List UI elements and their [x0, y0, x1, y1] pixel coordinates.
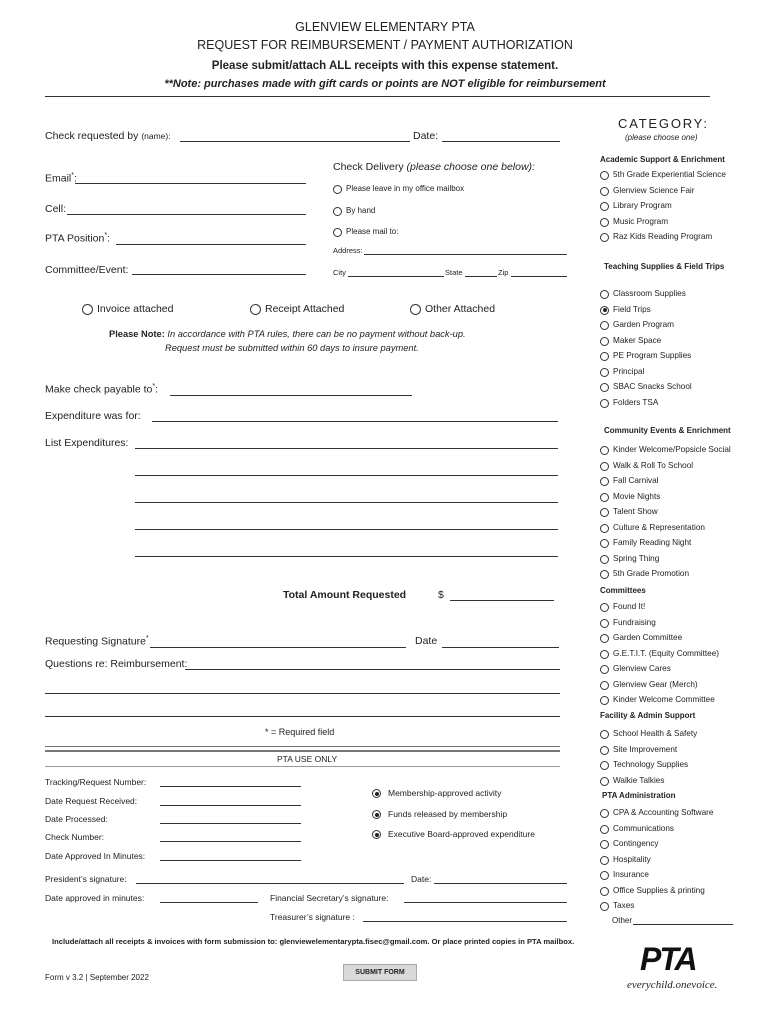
category-option-label: Talent Show: [613, 507, 658, 516]
category-radio[interactable]: [600, 681, 609, 690]
check-delivery-label: Check Delivery (please choose one below):: [333, 161, 535, 173]
date-minutes-label: Date approved in minutes:: [45, 893, 145, 903]
category-group-heading: Community Events & Enrichment: [604, 426, 731, 435]
payable-label: Make check payable to*:: [45, 383, 159, 396]
category-other-field[interactable]: [633, 924, 733, 925]
received-field[interactable]: [160, 805, 301, 806]
category-radio[interactable]: [600, 634, 609, 643]
category-option-label: Site Improvement: [613, 744, 678, 754]
category-radio[interactable]: [600, 570, 609, 579]
received-label: Date Request Received:: [45, 796, 138, 806]
category-option-label: Walk & Roll To School: [613, 460, 694, 470]
funds-released-label: Funds released by membership: [388, 809, 508, 819]
fin-sec-label: Financial Secretary’s signature:: [270, 893, 389, 903]
expenditure-for-field[interactable]: [152, 421, 558, 422]
category-option-label: Hospitality: [613, 854, 651, 864]
category-option-label: 5th Grade Promotion: [613, 569, 690, 578]
category-radio[interactable]: [600, 746, 609, 755]
other-attached-radio[interactable]: [410, 304, 421, 315]
category-radio[interactable]: [600, 555, 609, 564]
category-option-label: Communications: [613, 823, 674, 833]
category-radio[interactable]: [600, 539, 609, 548]
approved-minutes-field[interactable]: [160, 860, 301, 861]
category-radio[interactable]: [600, 171, 609, 180]
state-field[interactable]: [465, 276, 497, 277]
category-option-label: Garden Program: [613, 320, 674, 329]
approved-minutes-label: Date Approved In Minutes:: [45, 851, 146, 861]
category-radio[interactable]: [600, 603, 609, 612]
category-group-heading: Teaching Supplies & Field Trips: [604, 262, 725, 271]
expenditure-for-label: Expenditure was for:: [45, 410, 141, 422]
category-option-label: Folders TSA: [613, 397, 659, 407]
category-option-label: G.E.T.I.T. (Equity Committee): [613, 648, 720, 658]
required-note: * = Required field: [265, 727, 335, 737]
instruction: Please submit/attach ALL receipts with this expense statement.: [211, 60, 559, 72]
category-radio[interactable]: [600, 337, 609, 346]
category-option-label: Movie Nights: [613, 491, 661, 501]
category-option-label: Walkie Talkies: [613, 775, 665, 785]
category-option-label: Contingency: [613, 839, 659, 848]
category-option-label: Library Program: [613, 201, 672, 210]
category-option-label: Fundraising: [613, 617, 656, 627]
check-number-field[interactable]: [160, 841, 301, 842]
category-option-label: Glenview Science Fair: [613, 185, 695, 195]
fin-sec-field[interactable]: [404, 902, 567, 903]
category-option-label: Taxes: [613, 901, 635, 910]
footer-include-note: Include/attach all receipts & invoices with form submission to: glenviewelementarypta.fisec@gmail.com. Or place printed copies in PTA mailbox.: [52, 937, 575, 946]
committee-field[interactable]: [132, 274, 306, 275]
category-radio[interactable]: [600, 524, 609, 533]
category-option-label: Maker Space: [613, 335, 662, 345]
category-option-label: Raz Kids Reading Program: [613, 232, 713, 241]
requester-name-field[interactable]: [180, 141, 410, 142]
processed-field[interactable]: [160, 823, 301, 824]
category-option-label: Garden Committee: [613, 633, 683, 642]
category-radio[interactable]: [600, 477, 609, 486]
presidents-sig-field[interactable]: [136, 883, 404, 884]
category-option-label: Kinder Welcome/Popsicle Social: [613, 445, 731, 454]
delivery-mail-label: Please mail to:: [346, 227, 399, 236]
category-option-label: Technology Supplies: [613, 760, 689, 769]
membership-approved-label: Membership-approved activity: [388, 788, 502, 798]
pta-logo: PTA: [640, 941, 696, 977]
category-radio[interactable]: [600, 809, 609, 818]
note: **Note: purchases made with gift cards or points are NOT eligible for reimbursement: [164, 78, 606, 90]
category-option-label: Music Program: [613, 216, 669, 226]
category-other-label: Other: [612, 916, 633, 925]
membership-approved-radio[interactable]: [372, 789, 381, 798]
category-radio[interactable]: [600, 825, 609, 834]
expenditure-line-5[interactable]: [135, 556, 558, 557]
category-radio[interactable]: [600, 187, 609, 196]
pta-use-heading: PTA USE ONLY: [277, 754, 338, 764]
category-radio[interactable]: [600, 306, 609, 315]
expenditure-line-3[interactable]: [135, 502, 558, 503]
pta-position-field[interactable]: [116, 244, 306, 245]
category-radio[interactable]: [600, 399, 609, 408]
category-option-label: 5th Grade Experiential Science: [613, 170, 726, 179]
category-radio[interactable]: [600, 508, 609, 517]
signature-label: Requesting Signature*: [45, 635, 149, 648]
pta-tagline: everychild.onevoice.: [627, 979, 718, 991]
category-option-label: Culture & Representation: [613, 522, 705, 532]
header-divider: [45, 96, 710, 97]
signature-date-field[interactable]: [442, 647, 559, 648]
zip-field[interactable]: [511, 276, 567, 277]
category-option-label: Kinder Welcome Committee: [613, 695, 715, 704]
category-option-label: SBAC Snacks School: [613, 382, 692, 391]
category-option-label: CPA & Accounting Software: [613, 808, 714, 817]
receipt-attached-radio[interactable]: [250, 304, 261, 315]
please-note-line2: Request must be submitted within 60 days to insure payment.: [165, 343, 419, 353]
category-radio[interactable]: [600, 650, 609, 659]
category-radio[interactable]: [600, 761, 609, 770]
category-option-label: Principal: [613, 366, 645, 376]
total-field[interactable]: [450, 600, 554, 601]
delivery-mailbox-radio[interactable]: [333, 185, 342, 194]
president-date-label: Date:: [411, 874, 432, 884]
address-label: Address:: [333, 246, 363, 255]
delivery-mailbox-label: Please leave in my office mailbox: [346, 184, 465, 193]
category-radio[interactable]: [600, 493, 609, 502]
category-option-label: Family Reading Night: [613, 538, 692, 547]
category-radio[interactable]: [600, 696, 609, 705]
category-radio[interactable]: [600, 730, 609, 739]
delivery-mail-radio[interactable]: [333, 228, 342, 237]
category-radio[interactable]: [600, 777, 609, 786]
category-option-label: Spring Thing: [613, 553, 660, 563]
submit-form-button[interactable]: SUBMIT FORM: [343, 964, 417, 981]
please-note-line1: Please Note: In accordance with PTA rules, there can be no payment without back-up.: [109, 329, 466, 339]
category-radio[interactable]: [600, 383, 609, 392]
category-radio[interactable]: [600, 856, 609, 865]
cell-field[interactable]: [67, 214, 306, 215]
category-radio[interactable]: [600, 619, 609, 628]
state-label: State: [445, 268, 463, 277]
category-radio[interactable]: [600, 290, 609, 299]
category-radio[interactable]: [600, 665, 609, 674]
date-field[interactable]: [442, 141, 560, 142]
email-label: Email*:: [45, 172, 77, 185]
category-option-label: Found It!: [613, 602, 646, 611]
city-label: City: [333, 268, 346, 277]
category-radio[interactable]: [600, 446, 609, 455]
pta-use-divider: [45, 746, 560, 752]
expenditure-line-1[interactable]: [135, 448, 558, 449]
president-date-field[interactable]: [434, 883, 567, 884]
zip-label: Zip: [498, 268, 509, 277]
category-hint: (please choose one): [625, 133, 698, 142]
funds-released-radio[interactable]: [372, 810, 381, 819]
check-requested-label: Check requested by (name):: [45, 130, 171, 142]
form-title-2: REQUEST FOR REIMBURSEMENT / PAYMENT AUTHORIZATION: [197, 38, 573, 52]
category-radio[interactable]: [600, 202, 609, 211]
category-title: CATEGORY:: [618, 116, 709, 131]
category-radio[interactable]: [600, 840, 609, 849]
committee-label: Committee/Event:: [45, 264, 129, 276]
total-label: Total Amount Requested: [283, 589, 407, 601]
exec-board-label: Executive Board-approved expenditure: [388, 829, 535, 839]
date-minutes-field[interactable]: [160, 902, 258, 903]
category-radio[interactable]: [600, 233, 609, 242]
signature-date-label: Date: [415, 635, 438, 647]
questions-field-1[interactable]: [185, 669, 560, 670]
list-expenditures-label: List Expenditures:: [45, 437, 129, 449]
date-label: Date:: [413, 130, 439, 142]
email-field[interactable]: [75, 183, 306, 184]
exec-board-radio[interactable]: [372, 830, 381, 839]
other-attached-label: Other Attached: [425, 303, 496, 315]
category-group-heading: Committees: [600, 586, 646, 595]
check-number-label: Check Number:: [45, 832, 105, 842]
expenditure-line-4[interactable]: [135, 529, 558, 530]
cell-label: Cell:: [45, 203, 67, 215]
category-radio[interactable]: [600, 462, 609, 471]
pta-use-divider-2: [45, 766, 560, 767]
form-title-1: GLENVIEW ELEMENTARY PTA: [295, 20, 475, 34]
category-option-label: Field Trips: [613, 304, 651, 314]
category-radio[interactable]: [600, 887, 609, 896]
category-option-label: Glenview Gear (Merch): [613, 679, 698, 689]
category-group-heading: Facility & Admin Support: [600, 711, 696, 720]
delivery-by-hand-radio[interactable]: [333, 207, 342, 216]
signature-field[interactable]: [150, 647, 406, 648]
category-radio[interactable]: [600, 902, 609, 911]
category-group-heading: Academic Support & Enrichment: [600, 155, 725, 164]
category-option-label: Insurance: [613, 870, 649, 879]
category-radio[interactable]: [600, 352, 609, 361]
questions-label: Questions re: Reimbursement:: [45, 658, 188, 670]
tracking-field[interactable]: [160, 786, 301, 787]
presidents-sig-label: President’s signature:: [45, 874, 127, 884]
category-option-label: Office Supplies & printing: [613, 885, 705, 895]
expenditure-line-2[interactable]: [135, 475, 558, 476]
category-radio[interactable]: [600, 218, 609, 227]
invoice-attached-label: Invoice attached: [97, 303, 174, 315]
treasurer-field[interactable]: [363, 921, 567, 922]
category-option-label: Classroom Supplies: [613, 289, 686, 298]
processed-label: Date Processed:: [45, 814, 108, 824]
pta-position-label: PTA Position*:: [45, 232, 110, 245]
questions-field-2[interactable]: [45, 693, 560, 694]
tracking-label: Tracking/Request Number:: [45, 777, 147, 787]
payable-field[interactable]: [170, 395, 412, 396]
dollar-sign: $: [438, 589, 444, 601]
receipt-attached-label: Receipt Attached: [265, 303, 345, 315]
category-radio[interactable]: [600, 321, 609, 330]
address-field[interactable]: [364, 254, 567, 255]
questions-field-3[interactable]: [45, 716, 560, 717]
category-option-label: School Health & Safety: [613, 729, 698, 738]
category-radio[interactable]: [600, 871, 609, 880]
city-field[interactable]: [348, 276, 444, 277]
category-radio[interactable]: [600, 368, 609, 377]
treasurer-label: Treasurer’s signature :: [270, 912, 355, 922]
category-option-label: PE Program Supplies: [613, 351, 692, 360]
category-option-label: Fall Carnival: [613, 476, 659, 485]
form-version: Form v 3.2 | September 2022: [45, 973, 149, 982]
invoice-attached-radio[interactable]: [82, 304, 93, 315]
category-option-label: Glenview Cares: [613, 664, 671, 673]
category-group-heading: PTA Administration: [602, 791, 676, 800]
delivery-by-hand-label: By hand: [346, 206, 376, 215]
